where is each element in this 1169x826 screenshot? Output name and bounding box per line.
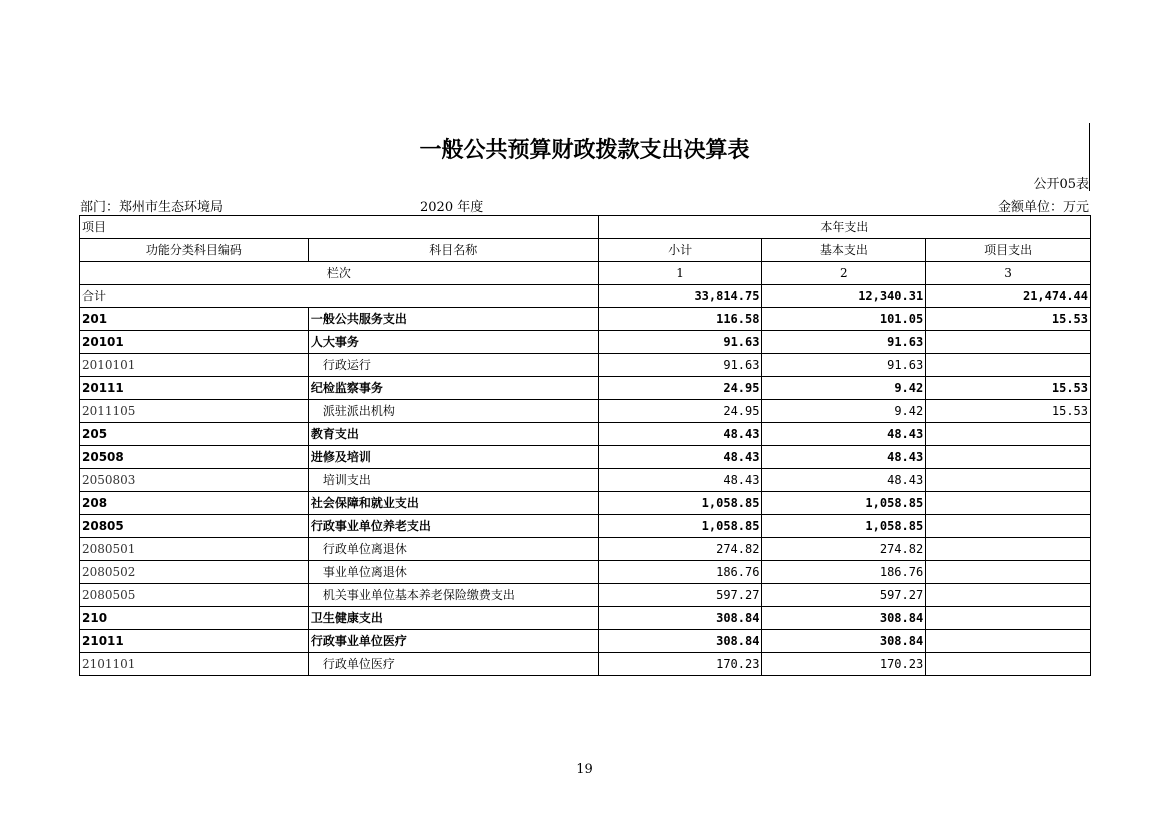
header-current-year: 本年支出: [598, 216, 1090, 239]
row-project: [926, 515, 1091, 538]
row-basic: 597.27: [762, 584, 926, 607]
table-row: [80, 515, 1091, 538]
row-subtotal: 48.43: [598, 469, 762, 492]
table-row: [80, 538, 1091, 561]
table-row: [80, 607, 1091, 630]
row-name: 进修及培训: [308, 446, 598, 469]
row-project: [926, 423, 1091, 446]
row-code: 21011: [80, 630, 309, 653]
row-code: 210: [80, 607, 309, 630]
row-name: 事业单位离退休: [308, 561, 598, 584]
table-row: [80, 308, 1091, 331]
row-code: 20111: [80, 377, 309, 400]
row-name: 人大事务: [308, 331, 598, 354]
total-project: 21,474.44: [926, 285, 1091, 308]
table-row: [80, 630, 1091, 653]
row-basic: 9.42: [762, 377, 926, 400]
row-basic: 48.43: [762, 446, 926, 469]
table-row: [80, 492, 1091, 515]
row-code: 208: [80, 492, 309, 515]
row-project: 15.53: [926, 400, 1091, 423]
row-code: 2080505: [80, 584, 309, 607]
row-project: [926, 469, 1091, 492]
row-basic: 9.42: [762, 400, 926, 423]
department-label: 部门：郑州市生态环境局: [80, 200, 224, 215]
row-code: 20805: [80, 515, 309, 538]
table-row: [80, 561, 1091, 584]
row-subtotal: 48.43: [598, 423, 762, 446]
row-project: [926, 354, 1091, 377]
budget-table: [79, 215, 1091, 676]
page-title: 一般公共预算财政拨款支出决算表: [419, 138, 750, 163]
row-code: 205: [80, 423, 309, 446]
table-row: [80, 331, 1091, 354]
header-subtotal: 小计: [598, 239, 762, 262]
unit-label: 金额单位：万元: [997, 200, 1089, 215]
row-project: [926, 446, 1091, 469]
header-item: 项目: [80, 216, 599, 239]
row-code: 20101: [80, 331, 309, 354]
header-col2: 2: [762, 262, 926, 285]
row-name: 派驻派出机构: [308, 400, 598, 423]
row-subtotal: 308.84: [598, 607, 762, 630]
row-project: 15.53: [926, 377, 1091, 400]
row-basic: 308.84: [762, 630, 926, 653]
table-row: [80, 423, 1091, 446]
page-number: 19: [576, 762, 593, 777]
row-name: 行政单位医疗: [308, 653, 598, 676]
row-project: [926, 538, 1091, 561]
header-code: 功能分类科目编码: [80, 239, 309, 262]
row-project: 15.53: [926, 308, 1091, 331]
total-subtotal: 33,814.75: [598, 285, 762, 308]
row-project: [926, 630, 1091, 653]
header-row-main: [80, 239, 1091, 262]
row-basic: 308.84: [762, 607, 926, 630]
row-name: 培训支出: [308, 469, 598, 492]
table-body: [80, 308, 1091, 676]
table-row: [80, 469, 1091, 492]
row-basic: 48.43: [762, 423, 926, 446]
row-subtotal: 24.95: [598, 377, 762, 400]
table-row: [80, 584, 1091, 607]
row-project: [926, 607, 1091, 630]
row-code: 2101101: [80, 653, 309, 676]
row-name: 卫生健康支出: [308, 607, 598, 630]
row-subtotal: 116.58: [598, 308, 762, 331]
row-subtotal: 274.82: [598, 538, 762, 561]
row-code: 201: [80, 308, 309, 331]
total-label: 合计: [80, 285, 599, 308]
row-project: [926, 331, 1091, 354]
row-subtotal: 186.76: [598, 561, 762, 584]
row-project: [926, 653, 1091, 676]
row-basic: 1,058.85: [762, 515, 926, 538]
row-code: 20508: [80, 446, 309, 469]
header-column-order: 栏次: [80, 262, 599, 285]
row-project: [926, 492, 1091, 515]
row-name: 一般公共服务支出: [308, 308, 598, 331]
row-basic: 1,058.85: [762, 492, 926, 515]
row-name: 机关事业单位基本养老保险缴费支出: [308, 584, 598, 607]
row-name: 行政事业单位养老支出: [308, 515, 598, 538]
header-basic: 基本支出: [762, 239, 926, 262]
row-subtotal: 1,058.85: [598, 492, 762, 515]
header-col1: 1: [598, 262, 762, 285]
row-subtotal: 1,058.85: [598, 515, 762, 538]
row-name: 行政单位离退休: [308, 538, 598, 561]
table-row: [80, 377, 1091, 400]
row-subtotal: 91.63: [598, 331, 762, 354]
row-basic: 91.63: [762, 331, 926, 354]
header-project: 项目支出: [926, 239, 1091, 262]
header-row-top: [80, 216, 1091, 239]
row-basic: 274.82: [762, 538, 926, 561]
row-code: 2010101: [80, 354, 309, 377]
table-row: [80, 653, 1091, 676]
row-name: 纪检监察事务: [308, 377, 598, 400]
row-project: [926, 584, 1091, 607]
total-row: [80, 285, 1091, 308]
row-subtotal: 308.84: [598, 630, 762, 653]
row-name: 行政运行: [308, 354, 598, 377]
row-basic: 186.76: [762, 561, 926, 584]
row-code: 2011105: [80, 400, 309, 423]
row-name: 行政事业单位医疗: [308, 630, 598, 653]
table-row: [80, 354, 1091, 377]
row-basic: 48.43: [762, 469, 926, 492]
row-subtotal: 597.27: [598, 584, 762, 607]
row-subtotal: 48.43: [598, 446, 762, 469]
total-basic: 12,340.31: [762, 285, 926, 308]
row-subtotal: 170.23: [598, 653, 762, 676]
table-row: [80, 400, 1091, 423]
row-name: 社会保障和就业支出: [308, 492, 598, 515]
year-label: 2020 年度: [420, 200, 484, 215]
row-basic: 101.05: [762, 308, 926, 331]
header-row-column-order: [80, 262, 1091, 285]
row-name: 教育支出: [308, 423, 598, 446]
row-project: [926, 561, 1091, 584]
row-subtotal: 91.63: [598, 354, 762, 377]
row-code: 2050803: [80, 469, 309, 492]
row-code: 2080501: [80, 538, 309, 561]
row-basic: 91.63: [762, 354, 926, 377]
row-code: 2080502: [80, 561, 309, 584]
header-name: 科目名称: [308, 239, 598, 262]
table-row: [80, 446, 1091, 469]
form-number: 公开05表: [1033, 177, 1089, 192]
header-col3: 3: [926, 262, 1091, 285]
row-basic: 170.23: [762, 653, 926, 676]
row-subtotal: 24.95: [598, 400, 762, 423]
